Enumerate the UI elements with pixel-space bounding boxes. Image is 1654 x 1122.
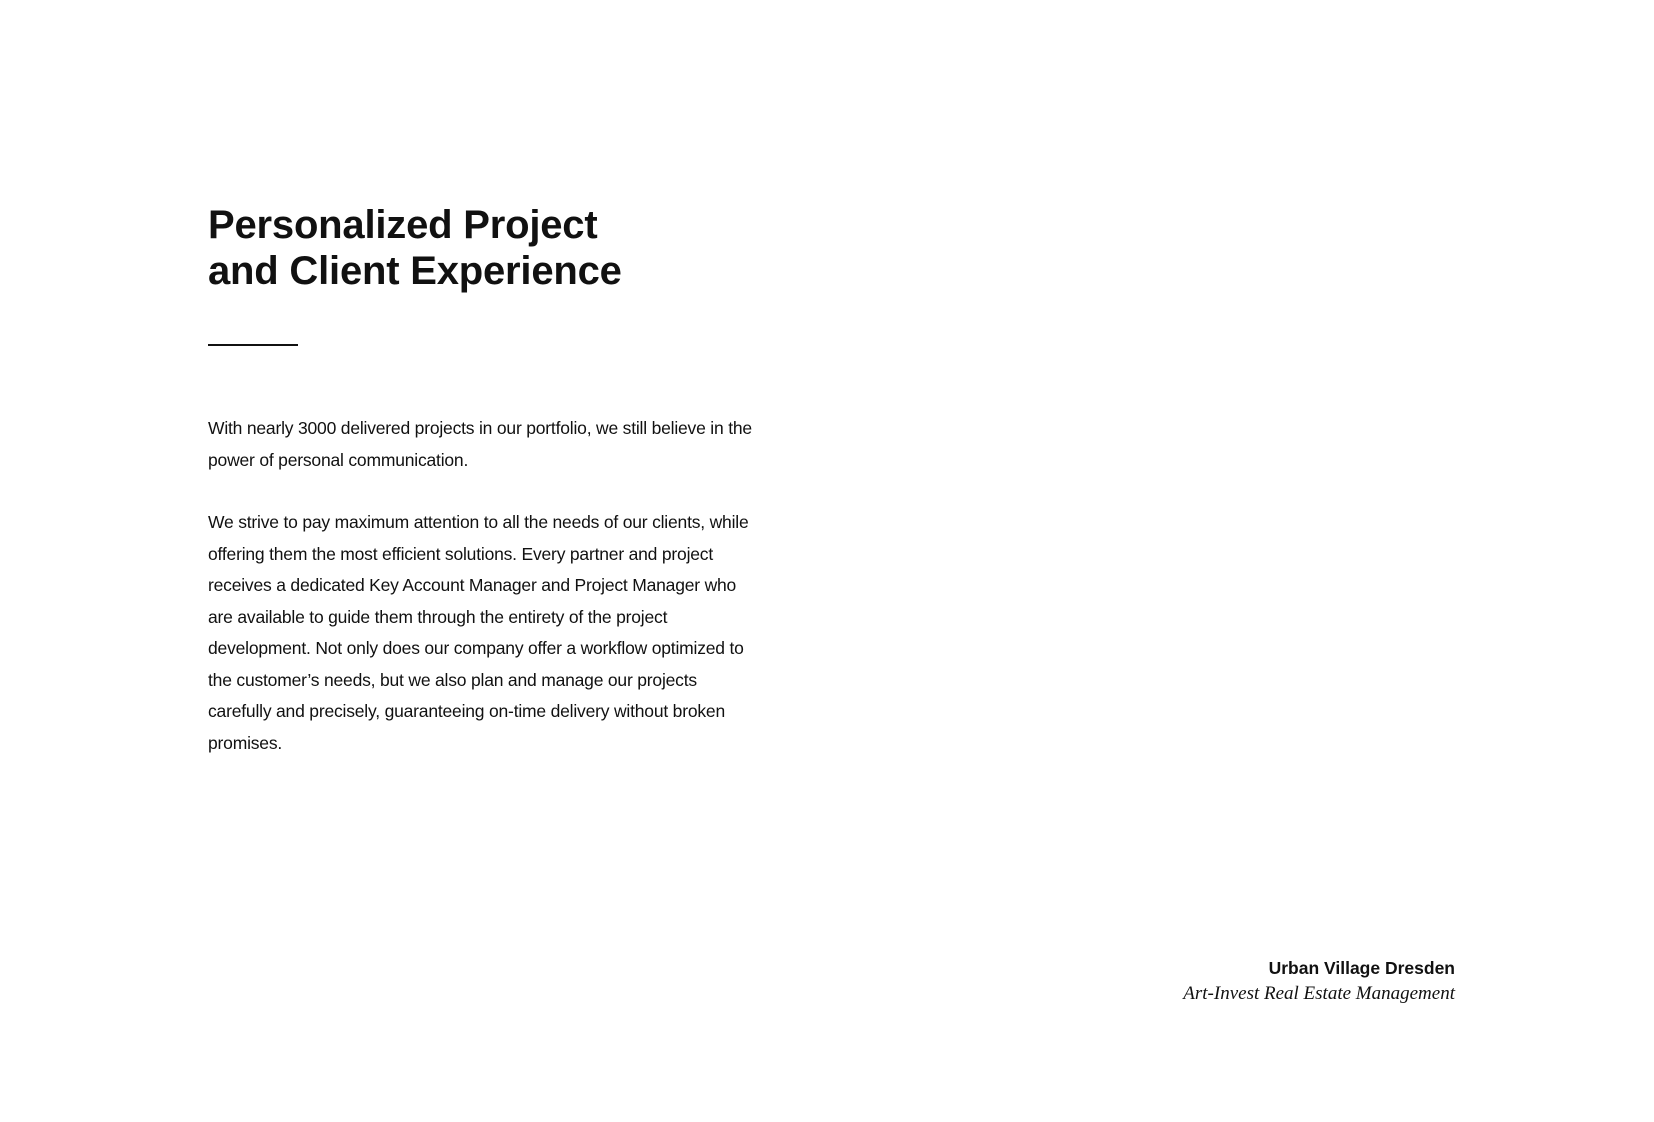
intro-paragraph: With nearly 3000 delivered projects in our portfolio, we still believe in the power of personal communication. xyxy=(208,418,752,470)
page-title-line-1: Personalized Project xyxy=(208,203,598,247)
client-name: Art-Invest Real Estate Management xyxy=(1183,983,1455,1004)
page-title-line-2: and Client Experience xyxy=(208,249,622,293)
project-name: Urban Village Dresden xyxy=(1268,958,1455,978)
main-content xyxy=(208,202,768,759)
page-title xyxy=(208,202,768,294)
project-caption xyxy=(1183,955,1455,1007)
detail-paragraph: We strive to pay maximum attention to all the needs of our clients, while offering them the most efficient solutions. Every partner and project receives a dedicated Key Account Manager and Project Manager who are available to guide them through the entirety of the project development. Not only does our company offer a workflow optimized to the customer’s needs, but we also plan and manage our projects carefully and precisely, guaranteeing on-time delivery without broken promises. xyxy=(208,512,749,753)
title-divider xyxy=(208,344,298,346)
